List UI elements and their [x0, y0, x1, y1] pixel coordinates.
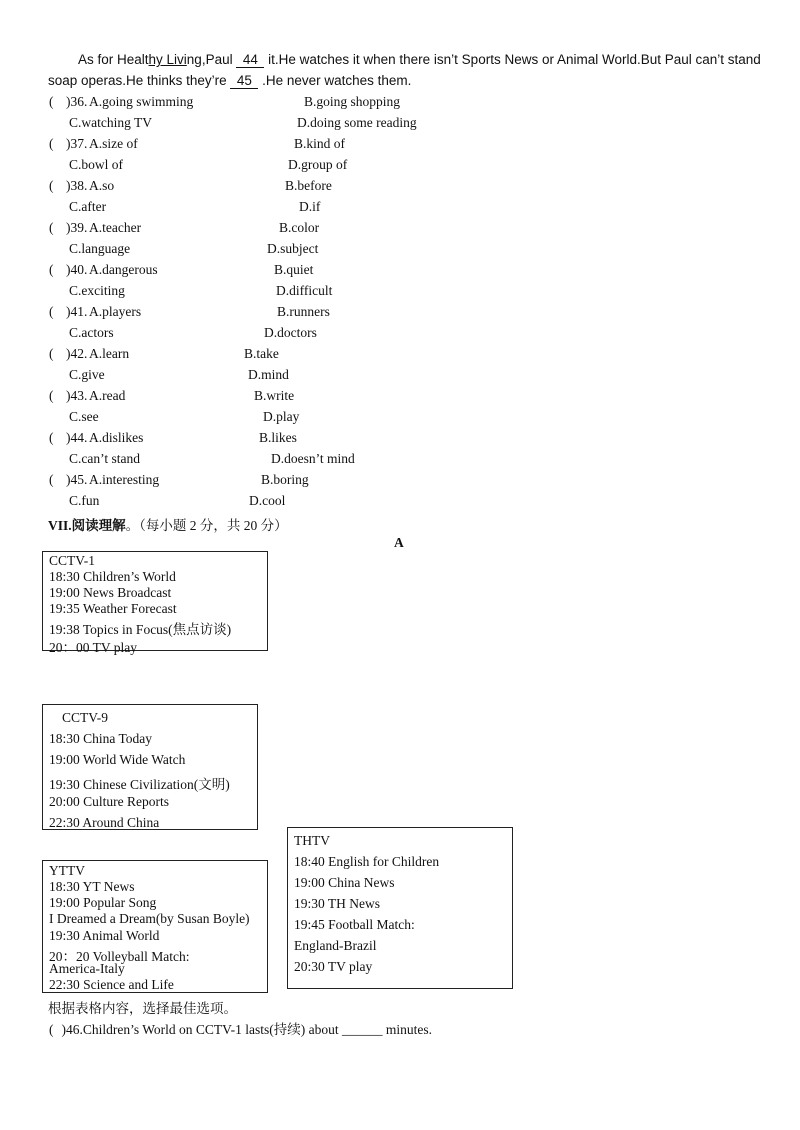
answer-bracket[interactable]: (: [49, 346, 54, 361]
schedule-entry: 19:00 News Broadcast: [49, 585, 172, 600]
option-b[interactable]: B.before: [285, 178, 332, 193]
answer-bracket[interactable]: (: [49, 94, 54, 109]
answer-bracket[interactable]: (: [49, 430, 54, 445]
question-number: )37.: [66, 136, 88, 151]
passage-text-underlined: hy Livi: [148, 52, 187, 67]
channel-name: THTV: [294, 833, 330, 848]
option-b[interactable]: B.take: [244, 346, 279, 361]
option-d[interactable]: D.group of: [288, 157, 348, 172]
schedule-entry: 19:30 TH News: [294, 896, 380, 911]
option-b[interactable]: B.quiet: [274, 262, 314, 277]
option-a[interactable]: A.players: [89, 304, 142, 319]
passage-line-1: [78, 52, 761, 68]
passage-text: .He never watches them.: [258, 73, 412, 88]
channel-name: CCTV-1: [49, 553, 96, 568]
option-d[interactable]: D.play: [263, 409, 300, 424]
option-a[interactable]: A.interesting: [89, 472, 160, 487]
option-a[interactable]: A.dislikes: [89, 430, 144, 445]
schedule-box-thtv: [287, 827, 513, 989]
option-c[interactable]: C.actors: [69, 325, 114, 340]
option-c[interactable]: C.exciting: [69, 283, 125, 298]
answer-bracket[interactable]: (: [49, 220, 54, 235]
option-c[interactable]: C.language: [69, 241, 131, 256]
option-a[interactable]: A.size of: [89, 136, 138, 151]
schedule-entry: 19:30 Animal World: [49, 928, 160, 943]
schedule-entry: 18:30 Children’s World: [49, 569, 176, 584]
option-c[interactable]: C.bowl of: [69, 157, 123, 172]
question-text: minutes.: [382, 1022, 433, 1037]
channel-name: YTTV: [49, 863, 85, 878]
option-b[interactable]: B.going shopping: [304, 94, 401, 109]
option-a[interactable]: A.so: [89, 178, 115, 193]
schedule-entry: 22:30 Around China: [49, 815, 160, 830]
option-d[interactable]: D.if: [299, 199, 321, 214]
schedule-entry: 19:38 Topics in Focus(焦点访谈): [49, 622, 232, 637]
section-heading: [48, 514, 288, 534]
section-heading-note: 。（每小题 2 分，共 20 分）: [125, 518, 288, 533]
option-b[interactable]: B.kind of: [294, 136, 346, 151]
question-number: )45.: [66, 472, 88, 487]
option-c[interactable]: C.give: [69, 367, 105, 382]
question-46: [49, 1018, 432, 1038]
schedule-entry: I Dreamed a Dream(by Susan Boyle): [49, 911, 250, 926]
blank-45: 45: [230, 74, 258, 89]
question-number: )38.: [66, 178, 88, 193]
option-b[interactable]: B.color: [279, 220, 320, 235]
answer-bracket[interactable]: (: [49, 304, 54, 319]
option-c[interactable]: C.see: [69, 409, 99, 424]
option-b[interactable]: B.likes: [259, 430, 297, 445]
schedule-entry: 20：00 TV play: [49, 640, 138, 655]
answer-bracket[interactable]: (: [49, 388, 54, 403]
option-a[interactable]: A.going swimming: [89, 94, 194, 109]
option-d[interactable]: D.cool: [249, 493, 286, 508]
option-a[interactable]: A.teacher: [89, 220, 142, 235]
schedule-entry: 19:00 Popular Song: [49, 895, 157, 910]
option-b[interactable]: B.write: [254, 388, 295, 403]
question-number: )44.: [66, 430, 88, 445]
option-d[interactable]: D.doing some reading: [297, 115, 417, 130]
schedule-entry: 18:30 YT News: [49, 879, 135, 894]
schedule-box-cctv9: [42, 704, 258, 830]
option-a[interactable]: A.dangerous: [89, 262, 158, 277]
option-c[interactable]: C.fun: [69, 493, 100, 508]
schedule-entry: 19:35 Weather Forecast: [49, 601, 177, 616]
schedule-entry: 19:45 Football Match:: [294, 917, 415, 932]
schedule-entry: 19:30 Chinese Civilization(文明): [49, 777, 230, 792]
option-d[interactable]: D.difficult: [276, 283, 333, 298]
schedule-entry: America-Italy: [49, 961, 125, 976]
option-c[interactable]: C.can’t stand: [69, 451, 140, 466]
schedule-entry: England-Brazil: [294, 938, 377, 953]
schedule-box-yttv: [42, 860, 268, 993]
option-c[interactable]: C.after: [69, 199, 107, 214]
answer-bracket[interactable]: (: [49, 136, 54, 151]
question-number: )46.: [61, 1022, 83, 1037]
schedule-box-cctv1: [42, 551, 268, 655]
section-heading-title: VII.阅读理解: [48, 518, 126, 533]
passage-text: As for Healt: [78, 52, 149, 67]
question-text: Children’s World on CCTV-1 lasts(持续) about: [82, 1022, 343, 1037]
passage-line-2: [48, 73, 411, 89]
question-number: )40.: [66, 262, 88, 277]
passage-text: ng,Paul: [186, 52, 237, 67]
part-label: A: [394, 535, 404, 550]
option-d[interactable]: D.doesn’t mind: [271, 451, 355, 466]
passage-text: soap operas.He thinks they’re: [48, 73, 231, 88]
option-d[interactable]: D.doctors: [264, 325, 317, 340]
option-b[interactable]: B.boring: [261, 472, 309, 487]
option-d[interactable]: D.mind: [248, 367, 289, 382]
option-c[interactable]: C.watching TV: [69, 115, 152, 130]
question-number: )43.: [66, 388, 88, 403]
schedule-entry: 20:00 Culture Reports: [49, 794, 169, 809]
answer-bracket[interactable]: (: [49, 472, 54, 487]
answer-blank[interactable]: ______: [342, 1022, 383, 1037]
answer-bracket[interactable]: (: [49, 1022, 54, 1037]
schedule-entry: 18:30 China Today: [49, 731, 153, 746]
option-b[interactable]: B.runners: [277, 304, 330, 319]
schedule-entry: 19:00 China News: [294, 875, 395, 890]
schedule-entry: 22:30 Science and Life: [49, 977, 174, 992]
option-d[interactable]: D.subject: [267, 241, 319, 256]
question-number: )39.: [66, 220, 88, 235]
question-number: )36.: [66, 94, 88, 109]
answer-bracket[interactable]: (: [49, 178, 54, 193]
channel-name: CCTV-9: [62, 710, 109, 725]
passage-text: it.He watches it when there isn’t Sports News or Animal World.But Paul can’t stand: [264, 52, 761, 67]
schedule-entry: 20:30 TV play: [294, 959, 373, 974]
reading-instruction: 根据表格内容，选择最佳选项。: [48, 1001, 237, 1016]
schedule-entry: 18:40 English for Children: [294, 854, 440, 869]
option-a[interactable]: A.learn: [89, 346, 130, 361]
schedule-entry: 20：20 Volleyball Match:: [49, 949, 190, 964]
answer-bracket[interactable]: (: [49, 262, 54, 277]
blank-44: 44: [236, 53, 264, 68]
question-number: )41.: [66, 304, 88, 319]
question-number: )42.: [66, 346, 88, 361]
schedule-entry: 19:00 World Wide Watch: [49, 752, 186, 767]
option-a[interactable]: A.read: [89, 388, 126, 403]
